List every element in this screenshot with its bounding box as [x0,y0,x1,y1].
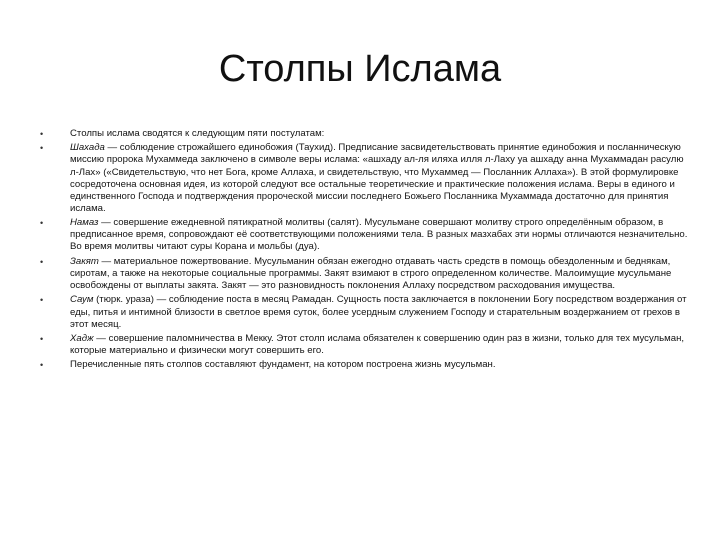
bullet-icon: • [40,218,44,229]
item-text: Перечисленные пять столпов составляют фундамент, на котором построена жизнь мусульман. [70,359,496,371]
item-text: — соблюдение строжайшего единобожия (Таухид). Предписание засвидетельствовать принятие единобожия и посланническую миссию пророка Мухаммеда заключено в символе веры ислама: «ашхаду ал-ля иляха илля л-Лаху уа ашхаду анна Мухаммадан расулю л-Лах» («Свидетельствую, что нет Бога, кроме Аллаха, и свидетельствую, что Мухаммед — Посланник Аллаха»). В этой формулировке сосредоточена основная идея, из которой следуют все остальные теоретические и практические положения ислама. Веры в единого и единственного Господа и подтверждения пророческой миссии последнего Божьего Посланника Мухаммада достаточно для принятия ислама. [70,142,684,214]
bullet-icon: • [40,295,44,306]
item-text: Столпы ислама сводятся к следующим пяти постулатам: [70,128,325,139]
list-item-conclusion [40,359,690,371]
bullet-list [40,128,690,374]
list-item-intro [40,128,690,140]
list-item-hajj [40,333,690,357]
slide-title: Столпы Ислама [218,48,502,90]
bullet-icon: • [40,333,44,344]
bullet-icon: • [40,360,44,371]
item-text: (тюрк. ураза) — соблюдение поста в месяц Рамадан. Сущность поста заключается в поклонении Богу посредством воздержания от еды, питья и интимной близости в светлое время суток, более усердным служением Господу и старательным воздержанием от грехов в этот месяц. [70,294,687,330]
list-item-namaz [40,217,690,253]
item-term: Шахада [70,142,105,154]
item-text: — материальное пожертвование. Мусульманин обязан ежегодно отдавать часть средств в помощь обездоленным и беднякам, сиротам, а также на некоторые социальные программы. Закят взимают в строго определенном количестве. Малоимущие мусульмане освобождены от выплаты закята. Закят — это разновидность поклонения Аллаху посредством расходования имущества. [70,255,672,292]
list-item-zakat [40,256,690,292]
list-item-saum [40,294,690,330]
list-item-shahada [40,142,690,215]
item-term: Закят [70,255,99,267]
item-text: — совершение паломничества в Мекку. Этот столп ислама обязателен к совершению один раз в жизни, только для тех мусульман, которые материально и физически могут совершить его. [70,332,685,357]
bullet-icon: • [40,256,44,267]
item-text: — совершение ежедневной пятикратной молитвы (салят). Мусульмане совершают молитву строго определённым образом, в предписанное время, сопровождают её соответствующими положениями тела. В разных мазхабах эти нормы отличаются незначительно. Во время молитвы читают суры Корана и мольбы (дуа). [70,217,688,253]
bullet-icon: • [40,129,44,139]
item-term: Намаз [70,217,99,229]
item-term: Хадж [70,332,94,344]
bullet-icon: • [40,143,44,154]
item-term: Саум [70,294,94,306]
